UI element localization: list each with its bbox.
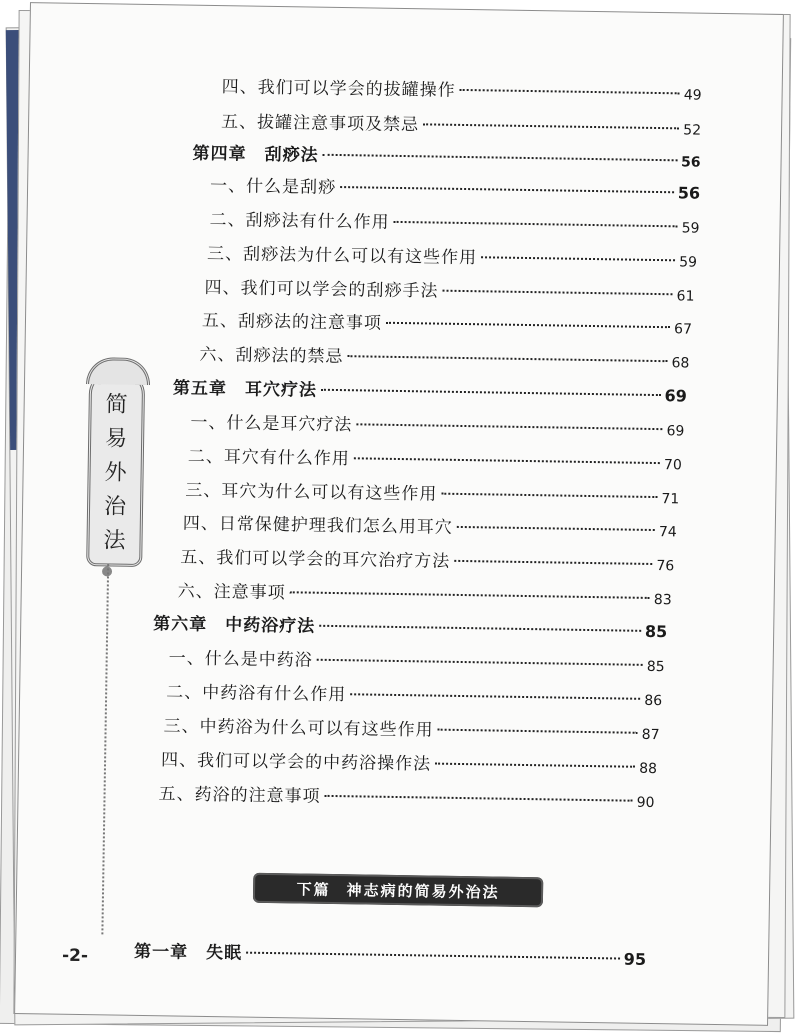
toc-entry [207, 239, 697, 272]
toc-entry-label: 四、我们可以学会的中药浴操作法 [160, 750, 432, 775]
toc-entry-page: 52 [683, 122, 702, 139]
toc-entry-label: 第四章 刮痧法 [192, 143, 319, 166]
toc-entry-label: 四、我们可以学会的刮痧手法 [204, 277, 439, 302]
toc-leader-dots [481, 256, 675, 261]
toc-leader-dots [354, 457, 660, 464]
toc-chapter-entry [134, 937, 646, 970]
toc-leader-dots [435, 763, 635, 768]
toc-entry-label: 五、拔罐注意事项及禁忌 [220, 112, 420, 136]
toc-leader-dots [347, 355, 667, 362]
toc-entry [178, 577, 672, 610]
toc-entry-page: 68 [671, 355, 690, 372]
toc-entry-page: 86 [644, 692, 663, 710]
toc-entry [221, 107, 701, 140]
toc-entry-page: 59 [681, 220, 700, 237]
toc-entry-label: 四、我们可以学会的拔罐操作 [221, 77, 456, 101]
toc-entry-page: 67 [673, 321, 693, 338]
toc-leader-dots [386, 322, 670, 328]
toc-chapter-entry [173, 373, 687, 406]
toc-entry-page: 59 [679, 254, 698, 271]
toc-entry [202, 306, 692, 339]
toc-entry [222, 72, 702, 105]
toc-entry [204, 273, 694, 306]
toc-entry-label: 第一章 失眠 [133, 941, 243, 964]
toc-entry-page: 70 [663, 457, 682, 474]
toc-leader-dots [356, 423, 662, 430]
toc-entry-label: 五、刮痧法的注意事项 [201, 310, 383, 334]
decorative-dotted-line [101, 564, 109, 934]
toc-entry-label: 三、耳穴为什么可以有这些作用 [185, 480, 438, 505]
toc-entry-label: 第六章 中药浴疗法 [153, 614, 316, 637]
toc-entry-page: 95 [623, 949, 647, 969]
toc-entry-page: 74 [658, 524, 677, 541]
toc-entry [163, 711, 659, 744]
toc-leader-dots [460, 89, 680, 94]
toc-entry [199, 340, 689, 373]
toc-entry [158, 779, 654, 812]
toc-leader-dots [438, 729, 638, 734]
toc-entry-label: 二、刮痧法有什么作用 [209, 209, 390, 233]
part-banner-title: 神志病的简易外治法 [346, 880, 500, 902]
part-banner-part: 下篇 [296, 879, 331, 899]
toc-leader-dots [454, 560, 652, 565]
toc-leader-dots [350, 693, 640, 700]
toc-leader-dots [340, 186, 674, 193]
toc-entry-label: 一、什么是中药浴 [168, 648, 313, 671]
toc-entry-label: 五、药浴的注意事项 [158, 784, 321, 807]
toc-entry-page: 49 [683, 87, 702, 104]
toc-leader-dots [325, 795, 633, 802]
toc-entry-label: 二、中药浴有什么作用 [166, 682, 347, 706]
plaque-title-char: 外 [104, 460, 127, 486]
plaque-title-char: 法 [103, 528, 126, 554]
toc-entry-page: 56 [677, 183, 701, 203]
toc-entry-label: 四、日常保健护理我们怎么用耳穴 [182, 513, 453, 538]
toc-entry-page: 85 [644, 621, 668, 642]
toc-chapter-entry [192, 139, 700, 172]
toc-entry-page: 88 [639, 760, 658, 778]
toc-entry-page: 56 [680, 154, 701, 171]
toc-entry-label: 三、刮痧法为什么可以有这些作用 [206, 243, 478, 269]
toc-entry-page: 83 [653, 592, 672, 609]
toc-entry-label: 五、我们可以学会的耳穴治疗方法 [180, 547, 451, 572]
part-banner [253, 873, 543, 908]
toc-entry [210, 171, 700, 204]
plaque-title-char: 治 [103, 494, 127, 520]
toc-entry-page: 76 [656, 558, 675, 575]
toc-leader-dots [441, 493, 657, 498]
toc-entry-page: 69 [666, 423, 685, 440]
toc-entry-page: 61 [676, 288, 695, 305]
toc-entry-page: 85 [646, 658, 665, 676]
toc-entry-page: 87 [641, 726, 660, 744]
toc-chapter-entry [153, 609, 667, 642]
toc-leader-dots [394, 221, 678, 227]
book-title-plaque [86, 370, 145, 567]
toc-leader-dots [323, 154, 678, 162]
toc-leader-dots [317, 659, 643, 666]
toc-entry-label: 二、耳穴有什么作用 [187, 446, 351, 470]
toc-entry-label: 第五章 耳穴疗法 [172, 378, 318, 401]
toc-entry [190, 408, 684, 441]
table-of-contents-page [14, 2, 784, 1026]
page-number: -2- [61, 945, 89, 967]
toc-entry-page: 71 [661, 491, 680, 508]
toc-leader-dots [319, 625, 641, 632]
toc-entry [180, 543, 674, 576]
toc-entry-label: 一、什么是耳穴疗法 [190, 412, 353, 436]
toc-leader-dots [321, 389, 661, 396]
plaque-ornament [86, 357, 150, 385]
toc-leader-dots [423, 123, 679, 129]
toc-entry-page: 90 [636, 794, 655, 812]
toc-entry-label: 六、刮痧法的禁忌 [199, 344, 344, 368]
toc-entry [161, 745, 657, 778]
toc-entry-label: 三、中药浴为什么可以有这些作用 [163, 716, 434, 741]
toc-entry [188, 442, 682, 475]
toc-entry [183, 509, 677, 542]
toc-entry [185, 476, 679, 509]
plaque-title-char: 易 [104, 426, 128, 452]
toc-leader-dots [246, 952, 620, 960]
toc-leader-dots [457, 526, 655, 531]
toc-entry-label: 六、注意事项 [177, 581, 286, 604]
plaque-title-char: 简 [105, 392, 128, 418]
toc-entry [166, 677, 662, 710]
toc-leader-dots [290, 591, 650, 599]
toc-entry [169, 643, 665, 676]
toc-leader-dots [442, 290, 672, 296]
toc-entry [209, 205, 699, 238]
toc-entry-label: 一、什么是刮痧 [209, 175, 337, 198]
toc-entry-page: 69 [664, 386, 688, 406]
